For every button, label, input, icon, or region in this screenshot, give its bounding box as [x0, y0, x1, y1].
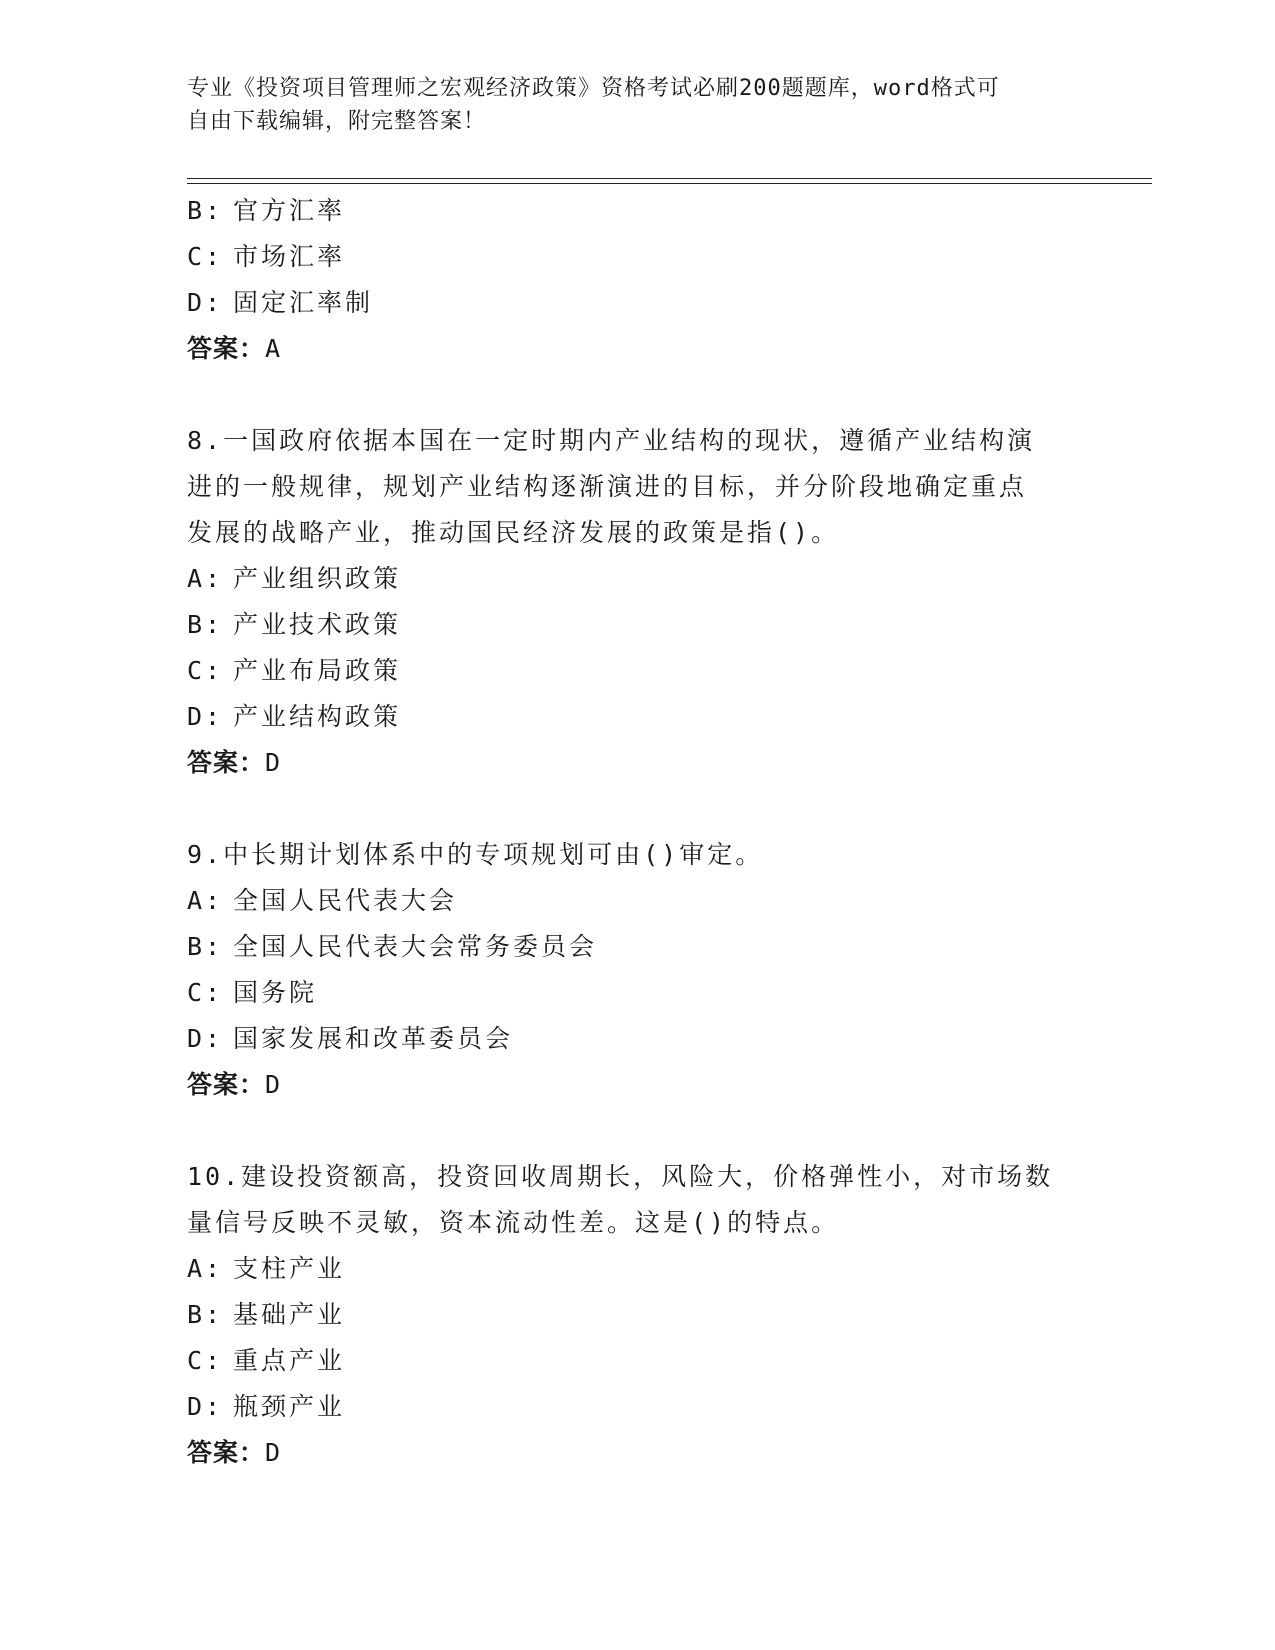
- option-a: A: 支柱产业: [187, 1254, 346, 1283]
- option-b: B: 产业技术政策: [187, 610, 402, 639]
- option-b: B: 官方汇率: [187, 196, 346, 225]
- option-a: A: 全国人民代表大会: [187, 886, 458, 915]
- question-text: 量信号反映不灵敏，资本流动性差。这是()的特点。: [187, 1208, 840, 1237]
- answer-line: 答案：D: [187, 748, 282, 777]
- answer-line: 答案：D: [187, 1438, 282, 1467]
- answer-line: 答案：A: [187, 334, 282, 363]
- option-b: B: 全国人民代表大会常务委员会: [187, 932, 598, 961]
- option-a: A: 产业组织政策: [187, 564, 402, 593]
- question-list: [187, 188, 1087, 1476]
- question-text: 8.一国政府依据本国在一定时期内产业结构的现状，遵循产业结构演: [187, 426, 1036, 455]
- header-divider-top: [187, 178, 1152, 179]
- question-10: [187, 1154, 1087, 1476]
- answer-line: 答案：D: [187, 1070, 282, 1099]
- option-c: C: 重点产业: [187, 1346, 346, 1375]
- option-d: D: 瓶颈产业: [187, 1392, 346, 1421]
- question-text: 9.中长期计划体系中的专项规划可由()审定。: [187, 840, 764, 869]
- option-c: C: 市场汇率: [187, 242, 346, 271]
- document-header: [187, 72, 1087, 138]
- option-b: B: 基础产业: [187, 1300, 346, 1329]
- option-d: D: 固定汇率制: [187, 288, 374, 317]
- continued-question: [187, 188, 1087, 372]
- option-d: D: 国家发展和改革委员会: [187, 1024, 514, 1053]
- question-text: 进的一般规律，规划产业结构逐渐演进的目标，并分阶段地确定重点: [187, 472, 1028, 501]
- header-line-2: 自由下载编辑，附完整答案！: [187, 109, 487, 134]
- option-d: D: 产业结构政策: [187, 702, 402, 731]
- question-text: 10.建设投资额高，投资回收周期长，风险大，价格弹性小，对市场数: [187, 1162, 1054, 1191]
- option-c: C: 国务院: [187, 978, 318, 1007]
- option-c: C: 产业布局政策: [187, 656, 402, 685]
- question-8: [187, 418, 1087, 786]
- header-line-1: 专业《投资项目管理师之宏观经济政策》资格考试必刷200题题库，word格式可: [187, 76, 1000, 101]
- question-9: [187, 832, 1087, 1108]
- question-text: 发展的战略产业，推动国民经济发展的政策是指()。: [187, 518, 840, 547]
- header-divider-bottom: [187, 183, 1152, 184]
